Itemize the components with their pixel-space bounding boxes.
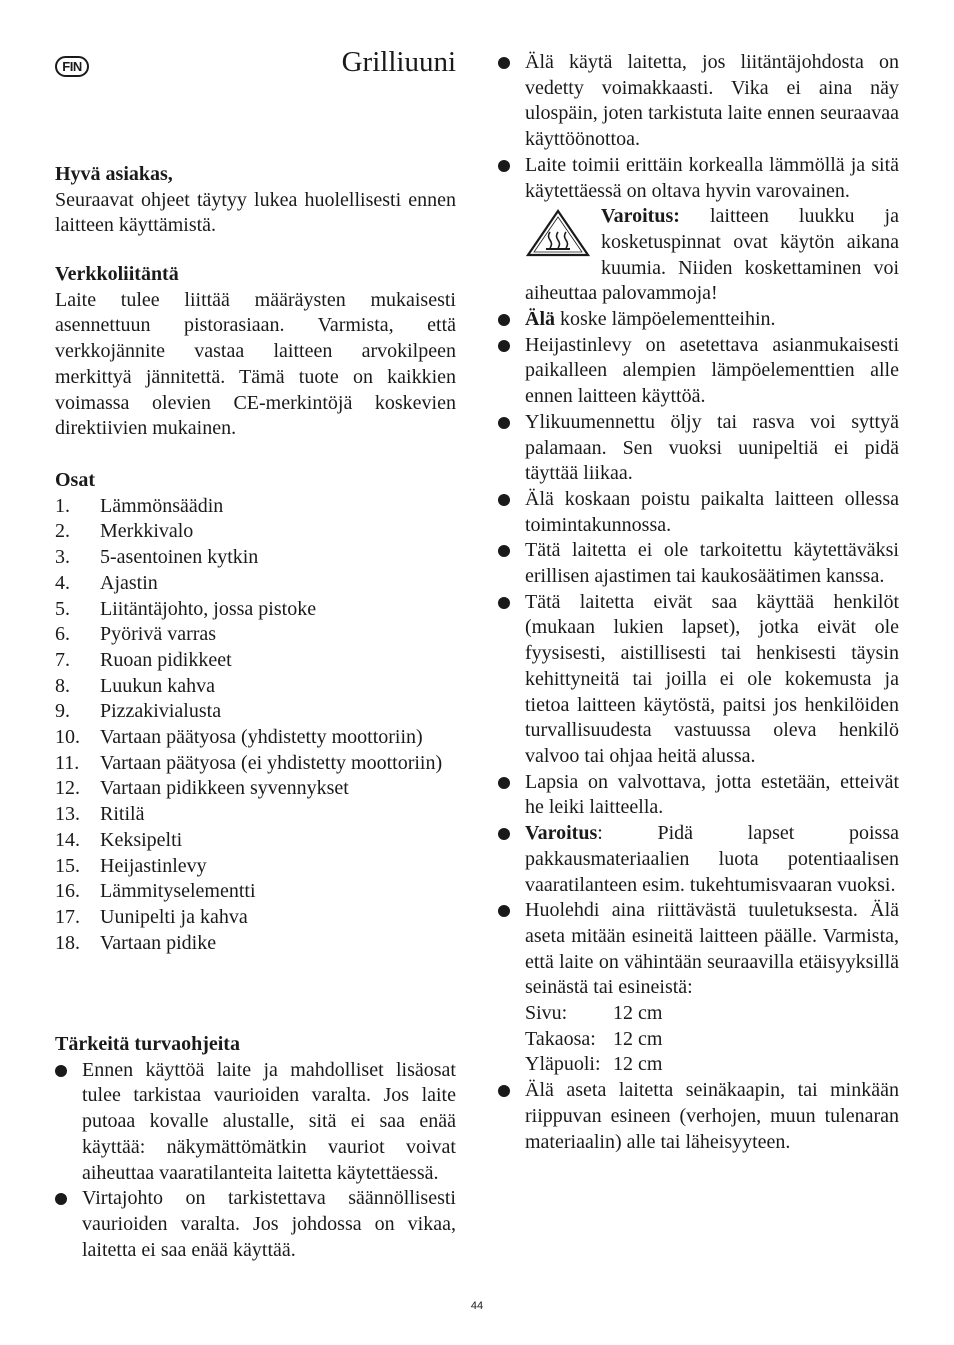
hot-surface-warning: [525, 204, 899, 307]
list-item: Ennen käyttöä laite ja mahdolliset lisäosat tulee tarkistaa vaurioiden varalta. Jos laite putoaa kovalle alustalle, sitä ei saa enää käyttää: näkymättömätkin vauriot voivat aiheuttaa vaaratilanteita laitetta käytettäessä.: [55, 1058, 456, 1187]
parts-list-item: [55, 751, 456, 777]
part-name: Heijastinlevy: [100, 854, 207, 877]
parts-list-item: [55, 622, 456, 648]
bullet-icon: [498, 417, 510, 429]
bullet-icon: [498, 314, 510, 326]
list-item: Varoitus: Pidä lapset poissa pakkausmateriaalien luota potentiaalisen vaaratilanteen esim. tukehtumisvaaran vuoksi.: [498, 821, 899, 898]
bullet-icon: [498, 160, 510, 172]
part-name: 5-asentoinen kytkin: [100, 546, 259, 569]
part-number: 3.: [55, 546, 70, 569]
part-number: 11.: [55, 751, 80, 774]
parts-list-item: [55, 905, 456, 931]
part-number: 9.: [55, 700, 70, 723]
parts-list-item: [55, 802, 456, 828]
distance-table: [525, 1001, 899, 1078]
part-name: Lämmönsäädin: [100, 494, 224, 517]
part-name: Vartaan pidike: [100, 931, 217, 954]
bullet-icon: [498, 340, 510, 352]
mains-heading: Verkkoliitäntä: [55, 263, 179, 285]
part-number: 13.: [55, 803, 80, 826]
warning-text: laitteen luukku ja kosketuspinnat ovat käytön aikana kuumia. Niiden koskettaminen voi aiheuttaa palovammoja!: [525, 205, 899, 305]
list-item: Älä koske lämpöelementteihin.: [498, 307, 899, 333]
part-name: Liitäntäjohto, jossa pistoke: [100, 597, 317, 620]
parts-section: [55, 468, 456, 956]
parts-list-item: [55, 545, 456, 571]
bullet-icon: [498, 494, 510, 506]
hot-surface-warning-icon: [525, 208, 591, 258]
parts-list-item: [55, 597, 456, 623]
part-number: 2.: [55, 520, 70, 543]
page-number: 44: [470, 1300, 484, 1312]
list-item: Ylikuumennettu öljy tai rasva voi syttyä palamaan. Sen vuoksi uunipeltiä ei pidä täyttää liikaa.: [498, 410, 899, 487]
bullet-icon: [55, 1065, 67, 1077]
bullet-icon: [498, 57, 510, 69]
part-name: Vartaan pidikkeen syvennykset: [100, 777, 349, 800]
parts-list-item: [55, 699, 456, 725]
part-number: 1.: [55, 494, 70, 517]
safety-list-left: [55, 1058, 456, 1264]
part-number: 7.: [55, 648, 70, 671]
part-number: 12.: [55, 777, 80, 800]
parts-list-item: [55, 931, 456, 957]
parts-list: [55, 494, 456, 957]
parts-list-item: [55, 571, 456, 597]
list-item: Älä koskaan poistu paikalta laitteen ollessa toimintakunnossa.: [498, 487, 899, 538]
list-item: Heijastinlevy on asetettava asianmukaisesti paikalleen alempien lämpöelementtien alle ennen laitteen käyttöä.: [498, 333, 899, 410]
list-item: Tätä laitetta ei ole tarkoitettu käytettäväksi erillisen ajastimen tai kaukosäätimen kanssa.: [498, 538, 899, 589]
part-name: Keksipelti: [100, 828, 183, 851]
part-number: 4.: [55, 571, 70, 594]
mains-section: [55, 262, 456, 442]
part-name: Vartaan päätyosa (yhdistetty moottoriin): [100, 726, 423, 749]
parts-list-item: [55, 648, 456, 674]
parts-list-item: [55, 854, 456, 880]
part-name: Lämmityselementti: [100, 880, 256, 903]
part-name: Pyörivä varras: [100, 623, 217, 646]
language-badge: FIN: [55, 56, 89, 77]
distance-row: Yläpuoli: 12 cm: [525, 1053, 663, 1076]
bullet-icon: [498, 777, 510, 789]
part-name: Ruoan pidikkeet: [100, 648, 232, 671]
list-item: Älä käytä laitetta, jos liitäntäjohdosta on vedetty voimakkaasti. Vika ei aina näy ulospäin, joten tarkistuta laite ennen seuraavaa käyttöönottoa.: [498, 50, 899, 153]
list-item: Tätä laitetta eivät saa käyttää henkilöt (mukaan lukien lapset), jotka eivät ole fyysisesti, aistillisesti tai henkisesti täysin kehittyneitä tai joilla ei ole kokemusta ja tietoa laitteen käytöstä, paitsi jos henkilöiden turvallisuudesta vastuussa oleva henkilö valvoo tai ohjaa heitä alussa.: [498, 590, 899, 770]
parts-list-item: [55, 776, 456, 802]
part-name: Ajastin: [100, 571, 158, 594]
warning-label: Varoitus:: [601, 205, 680, 228]
safety-list-right: [498, 50, 899, 1155]
parts-list-item: [55, 494, 456, 520]
bullet-icon: [498, 1085, 510, 1097]
list-item: Lapsia on valvottava, jotta estetään, etteivät he leiki laitteella.: [498, 770, 899, 821]
safety-section-right: [498, 50, 899, 1155]
parts-heading: Osat: [55, 469, 95, 491]
part-name: Luukun kahva: [100, 674, 215, 697]
intro-section: [55, 162, 456, 239]
list-item: Laite toimii erittäin korkealla lämmöllä ja sitä käytettäessä on oltava hyvin varovainen. Varoitus: laitteen luukku ja kosketuspinnat ovat käytön aikana kuumia. Niiden koskettaminen voi aiheuttaa palovammoja!: [498, 153, 899, 307]
distance-row: Sivu: 12 cm: [525, 1002, 663, 1025]
intro-text: Seuraavat ohjeet täytyy lukea huolellisesti ennen laitteen käyttämistä.: [55, 188, 456, 237]
part-number: 10.: [55, 726, 80, 749]
list-item: Älä aseta laitetta seinäkaapin, tai minkään riippuvan esineen (verhojen, muun tulenaran materiaalin) alle tai läheisyyteen.: [498, 1078, 899, 1155]
part-name: Pizzakivialusta: [100, 700, 222, 723]
part-number: 6.: [55, 623, 70, 646]
parts-list-item: [55, 674, 456, 700]
part-name: Ritilä: [100, 803, 145, 826]
part-number: 18.: [55, 931, 80, 954]
distance-row: Takaosa: 12 cm: [525, 1027, 663, 1050]
bullet-icon: [498, 905, 510, 917]
mains-text: Laite tulee liittää määräysten mukaisesti asennettuun pistorasiaan. Varmista, että verkkojännite vastaa laitteen arvokilpeen merkittyä jännitettä. Tämä tuote on kaikkien voimassa olevien CE-merkintöjä koskevien direktiivien mukainen.: [55, 288, 456, 440]
parts-list-item: [55, 519, 456, 545]
greeting-heading: Hyvä asiakas,: [55, 163, 173, 185]
bullet-icon: [498, 828, 510, 840]
part-number: 17.: [55, 905, 80, 928]
page-title: Grilliuuni: [341, 46, 456, 78]
parts-list-item: [55, 725, 456, 751]
part-number: 5.: [55, 597, 70, 620]
bullet-icon: [498, 545, 510, 557]
part-number: 15.: [55, 854, 80, 877]
safety-section-left: [55, 1032, 456, 1263]
part-name: Uunipelti ja kahva: [100, 905, 248, 928]
part-name: Merkkivalo: [100, 520, 194, 543]
bullet-icon: [498, 597, 510, 609]
list-item: Virtajohto on tarkistettava säännöllisesti vaurioiden varalta. Jos johdossa on vikaa, laitetta ei saa enää käyttää.: [55, 1186, 456, 1263]
list-item: Huolehdi aina riittävästä tuuletuksesta. Älä aseta mitään esineitä laitteen päälle. Varmista, että laite on vähintään seuraavilla etäisyyksillä seinästä tai esineistä: Sivu: 12 cm Takaosa: 12 cm Yläpuoli: 12 cm: [498, 898, 899, 1078]
part-number: 8.: [55, 674, 70, 697]
parts-list-item: [55, 879, 456, 905]
part-name: Vartaan päätyosa (ei yhdistetty moottoriin): [100, 751, 443, 774]
bullet-icon: [55, 1193, 67, 1205]
safety-heading: Tärkeitä turvaohjeita: [55, 1033, 240, 1055]
part-number: 16.: [55, 880, 80, 903]
parts-list-item: [55, 828, 456, 854]
part-number: 14.: [55, 828, 80, 851]
